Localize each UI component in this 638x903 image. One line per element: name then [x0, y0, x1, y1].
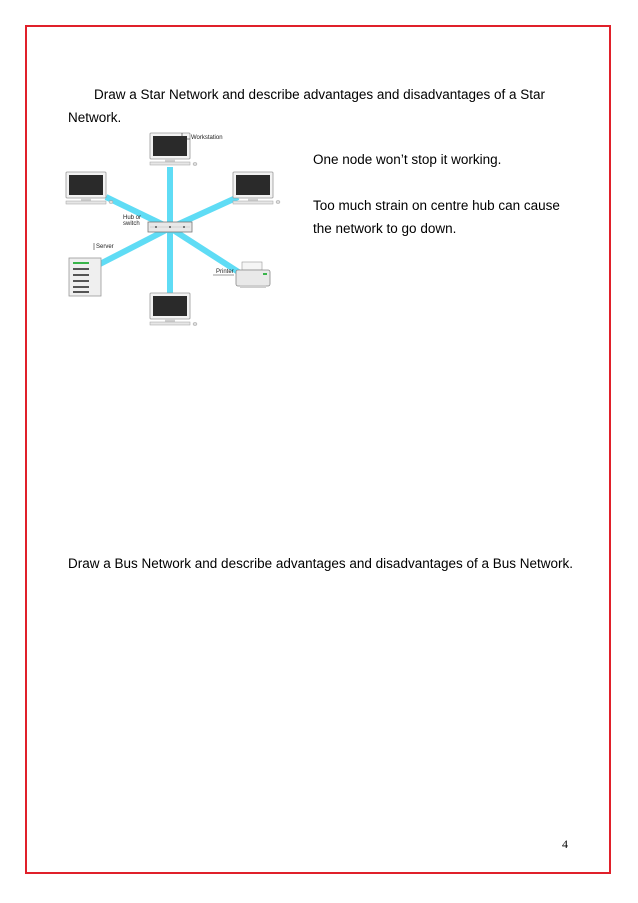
workstation-label: Workstation: [191, 135, 223, 141]
printer-label: Printer: [216, 269, 234, 275]
advantage-text: One node won’t stop it working.: [313, 152, 502, 167]
cable-printer: [170, 228, 240, 273]
page-number: 4: [562, 837, 568, 851]
hub-label-line2: switch: [123, 221, 140, 227]
disadvantage-line2: the network to go down.: [313, 221, 457, 236]
star-prompt-line2: Network.: [68, 110, 122, 125]
monitor-icon-top: [150, 133, 197, 166]
hub-label-line1: Hub or: [123, 215, 142, 221]
star-network-svg: [60, 125, 300, 340]
monitor-icon-right: [233, 172, 280, 204]
server-icon: [69, 258, 101, 296]
hub-icon: [148, 222, 192, 232]
bus-prompt: Draw a Bus Network and describe advantages and disadvantages of a Bus Network.: [68, 556, 574, 571]
star-network-diagram: [60, 125, 300, 340]
server-label: Server: [96, 244, 114, 250]
monitor-icon-bottom: [150, 293, 197, 326]
star-prompt-line1: Draw a Star Network and describe advantages and disadvantages of a Star: [94, 87, 546, 102]
printer-icon: [236, 262, 270, 288]
disadvantage-line1: Too much strain on centre hub can cause: [313, 198, 560, 213]
